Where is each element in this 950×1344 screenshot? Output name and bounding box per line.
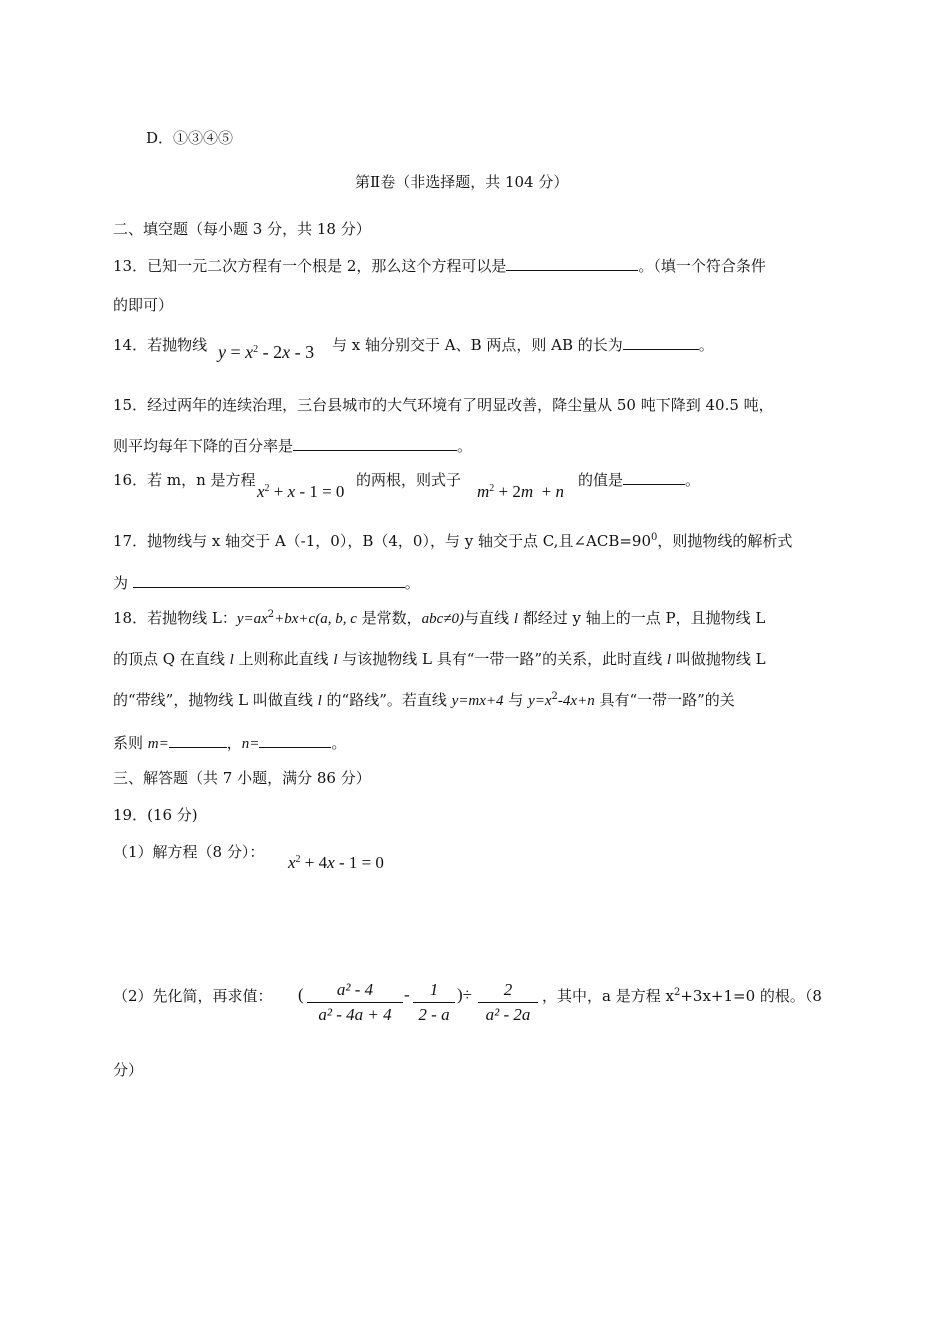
q19-minus: -: [404, 985, 410, 1004]
q19-rparen-div: )÷: [457, 985, 472, 1004]
fraction-1: a² - 4 a² - 4a + 4: [307, 980, 403, 1025]
q16-blank[interactable]: [623, 470, 685, 485]
q18-blank-m[interactable]: [169, 733, 227, 748]
q15-blank[interactable]: [293, 436, 457, 451]
q19-part1: （1）解方程（8 分）：: [113, 843, 265, 861]
q19-title: 19．(16 分): [113, 806, 198, 824]
q14-text-2: 与 x 轴分别交于 A、B 两点，则 AB 的长为 。: [332, 336, 714, 354]
q16-text-2: 的两根，则式子: [356, 471, 462, 489]
q18-line1: 18．若抛物线 L：$y=ax^2+bx+c(a$, b, c 是常数，abc≠0)与直线 l 都经过 y 轴上的一点 P，且抛物线 L: [113, 609, 766, 627]
q15-line2: 则平均每年下降的百分率是 。: [113, 437, 473, 455]
q16-expression: $m^2 + 2m + n$: [477, 482, 564, 501]
fraction-3: 2 a² - 2a: [478, 980, 538, 1025]
q16-equation: $x^2 + x - 1 = 0$: [257, 482, 345, 501]
q14-blank[interactable]: [623, 335, 699, 350]
q13-line1: [113, 256, 766, 276]
fraction-2: 1 2 - a: [413, 980, 455, 1025]
q13-blank[interactable]: [506, 256, 638, 271]
q19-part2-text: （2）先化简，再求值：: [113, 987, 273, 1005]
q17-line2: 为 。: [113, 574, 420, 592]
q16-text-3: 的值是 。: [578, 471, 701, 489]
q16-text: 16．若 m，n 是方程: [113, 471, 256, 489]
q14-formula: $y = x^2 - 2x - 3$: [218, 342, 315, 362]
q17-line1: 17．抛物线与 x 轴交于 A（-1，0），B（4，0），与 y 轴交于点 C,且$\angle ACB=90^0$，则抛物线的解析式: [113, 532, 793, 550]
q19-part1-equation: $x^2 + 4x - 1 = 0$: [288, 853, 384, 872]
q15-line1: 15．经过两年的连续治理，三台县城市的大气环境有了明显改善，降尘量从 50 吨下降到 40.5 吨，: [113, 396, 774, 414]
q17-blank[interactable]: [133, 573, 405, 588]
q19-part2-text-2: ，其中，a 是方程 $x^2+3x+1=0$ 的根。（8: [542, 987, 822, 1005]
section-title: 第Ⅱ卷（非选择题，共 104 分）: [355, 173, 569, 191]
q13-text-tail: 。（填一个符合条件: [638, 257, 766, 275]
q13-line2: 的即可）: [113, 296, 174, 314]
q13-text: 13．已知一元二次方程有一个根是 2，那么这个方程可以是: [113, 257, 507, 275]
q18-line2: 的顶点 Q 在直线 l 上则称此直线 l 与该抛物线 L 具有“一带一路”的关系，此时直线 l 叫做抛物线 L: [113, 650, 766, 668]
part2-heading: 二、填空题（每小题 3 分，共 18 分）: [113, 220, 371, 238]
q14-text: 14．若抛物线: [113, 336, 208, 354]
q19-lparen: (: [298, 985, 304, 1004]
q18-line4: 系则 m= ，n= 。: [113, 734, 347, 752]
q19-part2-text-3: 分）: [113, 1061, 144, 1079]
q18-blank-n[interactable]: [259, 733, 331, 748]
q18-line3: 的“带线”，抛物线 L 叫做直线 l 的“路线”。若直线 y=mx+4 与 $y=x^2-4x+n$ 具有“一带一路”的关: [113, 691, 735, 709]
option-d: D．①③④⑤: [146, 129, 234, 147]
part3-heading: 三、解答题（共 7 小题，满分 86 分）: [113, 769, 371, 787]
